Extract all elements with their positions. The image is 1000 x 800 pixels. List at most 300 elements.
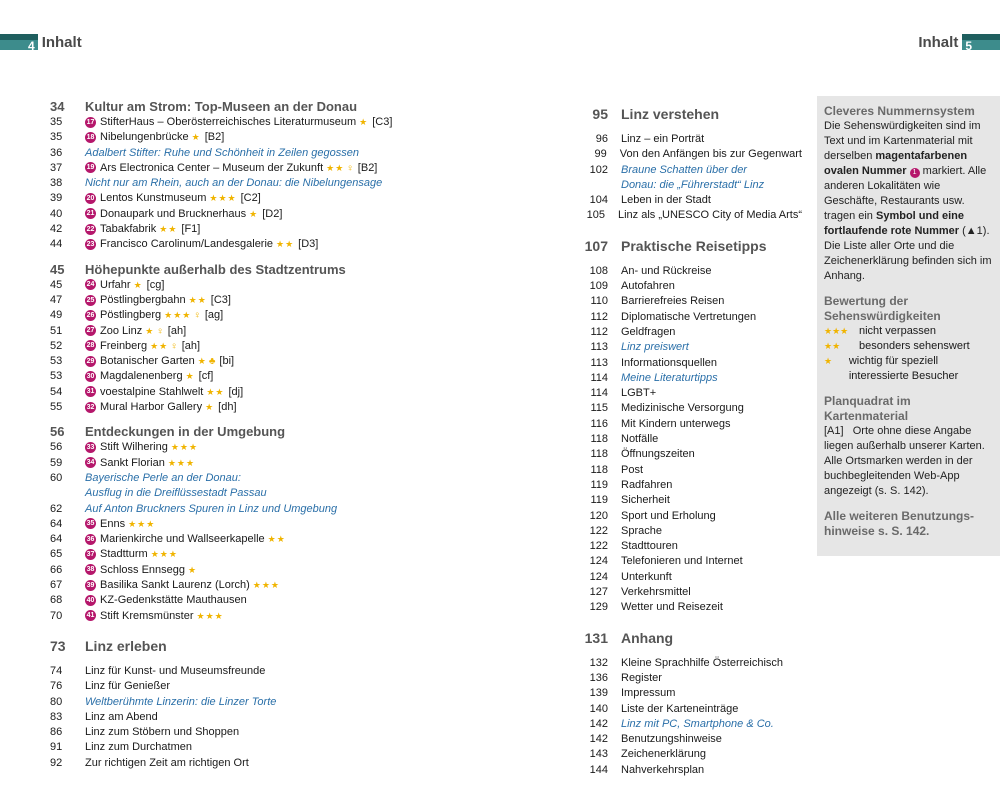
toc-entry-text: Linz – ein Porträt (621, 133, 705, 145)
toc-entry (562, 763, 802, 778)
star-rating-icon: ★★ (326, 162, 345, 173)
toc-page-number: 127 (589, 586, 608, 599)
toc-entry-title (621, 325, 675, 340)
sight-number-badge: 37 (86, 551, 95, 559)
star-rating-icon: ★ (185, 371, 195, 382)
toc-entry (562, 447, 802, 462)
sidebar-text-part: (▲1). Die Liste aller Orte und die Zeichenerklärung befinden sich im Anhang. (824, 225, 992, 282)
rating-label: besonders sehenswert (859, 340, 970, 352)
sight-number-badge: 26 (86, 311, 95, 319)
sight-number-badge: 41 (86, 612, 95, 620)
sight-number-badge: 36 (86, 535, 95, 543)
toc-entry-text: Wetter und Reisezeit (621, 601, 723, 614)
star-rating-icon: ★★ (159, 224, 178, 235)
toc-entry-title (85, 146, 359, 161)
toc-feature-entry (562, 371, 802, 386)
toc-entry-text: Radfahren (621, 478, 673, 491)
toc-page-number: 35 (50, 116, 63, 128)
toc-entry-text: Meine Literaturtipps (621, 371, 718, 384)
toc-page-number (50, 486, 85, 501)
section-heading (50, 424, 450, 440)
toc-entry (50, 130, 450, 145)
toc-entry (562, 432, 802, 447)
toc-entry (562, 686, 802, 701)
toc-entry-title (621, 478, 672, 493)
star-rating-icon: ★ (249, 208, 259, 219)
toc-entry-text: Bayerische Perle an der Donau: (85, 471, 241, 484)
toc-entry-text: Linz zum Stöbern und Shoppen (85, 726, 240, 739)
star-rating-icon: ★★ (150, 340, 169, 351)
sidebar-text-part: markiert. Alle anderen Lokalitäten wie Geschäfte, Restaurants usw. tragen ein (824, 165, 987, 222)
toc-entry (562, 132, 802, 147)
toc-entry-text: Nahverkehrsplan (621, 763, 705, 776)
toc-entry (562, 208, 802, 223)
star-rating-icon: ★★★ (209, 193, 237, 204)
toc-entry (562, 193, 802, 208)
toc-page-number: 107 (584, 237, 608, 254)
toc-page-number: 104 (589, 194, 608, 207)
toc-entry-title (621, 193, 711, 208)
toc-entry-text: Sport und Erholung (621, 509, 716, 522)
toc-entry-text: Impressum (621, 687, 676, 700)
toc-entry-text: Weltberühmte Linzerin: die Linzer Torte (85, 695, 277, 708)
toc-entry (50, 369, 450, 384)
toc-entry (562, 294, 802, 309)
toc-entry-title (621, 702, 738, 717)
toc-entry-text: Freinberg (100, 339, 148, 352)
page-number-left: 4 (0, 34, 38, 50)
toc-entry (562, 570, 802, 585)
map-grid-reference: [ah] (181, 339, 201, 352)
toc-entry (562, 386, 802, 401)
toc-entry (50, 578, 450, 593)
toc-page-number: 131 (584, 629, 608, 646)
toc-entry-text: Leben in der Stadt (621, 194, 711, 207)
star-rating-icon: ★ (824, 356, 833, 366)
toc-entry (562, 509, 802, 524)
toc-page-number: 142 (589, 733, 608, 746)
toc-entry-text: Linz als „UNESCO City of Media Arts“ (618, 209, 802, 222)
toc-entry (50, 593, 450, 608)
toc-feature-entry (50, 486, 450, 501)
sidebar-text-part: Die Sehenswürdigkeiten sind im Text und im Kartenmaterial mit derselben (824, 120, 981, 162)
toc-page-number: 47 (50, 293, 63, 306)
toc-page-number: 99 (594, 148, 607, 161)
toc-entry-text: Zur richtigen Zeit am richtigen Ort (85, 756, 249, 769)
header-title-right: Inhalt (918, 33, 959, 51)
toc-entry-title (85, 222, 200, 237)
toc-entry-text: Auf Anton Bruckners Spuren in Linz und Umgebung (85, 502, 338, 515)
toc-entry-text: Zoo Linz (100, 324, 143, 337)
toc-entry-title (85, 176, 382, 191)
toc-entry-text: Kleine Sprachhilfe Österreichisch (621, 656, 784, 669)
toc-page-number: 66 (50, 563, 63, 576)
toc-entry-text: Medizinische Versorgung (621, 402, 744, 415)
toc-entry-title (85, 99, 357, 115)
star-rating-icon: ★★★ (167, 457, 196, 468)
toc-entry (50, 237, 450, 252)
toc-entry-text: Enns (100, 517, 126, 530)
toc-entry-text: Linz preiswert (621, 341, 689, 354)
sight-number-badge: 29 (86, 357, 95, 365)
map-grid-reference: [cf] (198, 370, 214, 383)
toc-page-number: 59 (50, 456, 63, 469)
star-rating-icon: ★★ (824, 341, 841, 351)
toc-page-number: 96 (595, 133, 608, 145)
toc-page-number: 95 (592, 106, 608, 122)
toc-entry-title (621, 671, 662, 686)
rating-label: wichtig für speziell interessierte Besucher (848, 355, 959, 382)
toc-entry-title (85, 324, 186, 339)
toc-entry-title (85, 161, 377, 176)
sight-number-badge: 30 (86, 373, 95, 381)
toc-entry (50, 664, 450, 679)
toc-entry-title (85, 502, 337, 517)
toc-entry-text: Post (621, 463, 644, 476)
header-right (914, 33, 1000, 54)
toc-entry-title (621, 717, 774, 732)
toc-entry-title (621, 178, 764, 193)
toc-page-number: 119 (590, 478, 608, 491)
map-grid-reference: [F1] (181, 223, 201, 236)
toc-entry-text: Pöstlingberg (100, 309, 162, 322)
toc-entry (50, 609, 450, 624)
toc-entry (562, 279, 802, 294)
toc-page-number: 142 (589, 717, 608, 730)
toc-entry-title (621, 236, 767, 256)
toc-entry-title (621, 656, 783, 671)
sidebar-grid-text (824, 424, 992, 499)
sight-number-badge: 31 (86, 388, 95, 396)
toc-entry (562, 264, 802, 279)
toc-entry (50, 161, 450, 176)
toc-entry-title (621, 279, 675, 294)
toc-page-number: 105 (586, 209, 605, 222)
toc-entry (562, 671, 802, 686)
toc-entry-text: Diplomatische Vertretungen (621, 310, 757, 323)
toc-entry (50, 115, 450, 130)
toc-entry (50, 710, 450, 725)
toc-entry-text: An- und Rückreise (621, 264, 712, 277)
toc-entry-title (85, 593, 247, 608)
star-rating-icon: ★★★ (150, 549, 178, 560)
toc-page-number: 122 (589, 540, 608, 553)
magenta-badge-icon: 1 (910, 168, 920, 178)
toc-entry-title (621, 356, 717, 371)
star-rating-icon: ★ (188, 564, 198, 575)
toc-page-number: 56 (50, 424, 65, 440)
toc-page-number: 40 (50, 207, 63, 220)
toc-entry-title (621, 763, 704, 778)
info-sidebar (817, 96, 1000, 556)
toc-entry (50, 400, 450, 415)
toc-entry-title (85, 609, 224, 624)
toc-left-column (50, 90, 450, 771)
toc-entry (562, 463, 802, 478)
toc-entry-title (85, 385, 243, 400)
toc-entry-text: Braune Schatten über der (621, 163, 747, 176)
toc-entry-title (85, 695, 276, 710)
rating-row (824, 339, 992, 354)
toc-entry-text: Barrierefreies Reisen (621, 295, 725, 308)
sight-number-badge: 35 (86, 520, 95, 528)
toc-entry-title (621, 163, 747, 178)
toc-entry (562, 325, 802, 340)
toc-entry-text: Linz am Abend (85, 710, 158, 723)
toc-page-number: 80 (50, 695, 63, 708)
toc-page-number: 83 (50, 710, 63, 723)
toc-page-number: 114 (590, 371, 608, 384)
toc-entry-title (621, 463, 643, 478)
toc-entry-text: Schloss Ennsegg (100, 563, 185, 576)
toc-entry-title (621, 628, 673, 648)
map-grid-reference: [B2] (357, 161, 378, 174)
toc-page-number: 53 (50, 355, 63, 368)
toc-entry (562, 554, 802, 569)
highlight-icon: ♀ (193, 310, 201, 322)
toc-entry-title (85, 471, 241, 486)
toc-page-number: 45 (50, 278, 63, 291)
toc-entry-text: Sicherheit (621, 494, 670, 507)
toc-entry-text: Telefonieren und Internet (621, 555, 743, 568)
toc-page-number: 120 (589, 509, 608, 522)
page-number-right: 5 (962, 34, 1000, 50)
section-heading (50, 99, 450, 115)
sight-number-badge: 34 (86, 459, 95, 467)
toc-entry-title (85, 308, 223, 323)
toc-page-number: 44 (50, 238, 63, 251)
toc-page-number: 64 (50, 533, 63, 546)
toc-entry-text: Stift Kremsmünster (100, 609, 194, 622)
toc-page-number: 42 (50, 223, 63, 236)
toc-entry (50, 308, 450, 323)
sidebar-heading-grid: Planquadrat im Kartenmaterial (824, 394, 911, 423)
toc-entry-text: Öffnungszeiten (621, 448, 695, 461)
toc-page-number: 114 (590, 387, 608, 400)
toc-entry-title (85, 547, 178, 562)
toc-entry-text: Unterkunft (621, 570, 672, 583)
toc-feature-entry (562, 717, 802, 732)
toc-page-number: 140 (589, 702, 608, 715)
toc-page-number: 91 (50, 741, 63, 754)
highlight-icon: ♀ (346, 162, 354, 174)
toc-entry (50, 725, 450, 740)
toc-entry-text: Informationsquellen (621, 356, 718, 369)
toc-entry (562, 585, 802, 600)
sight-number-badge: 23 (86, 240, 95, 248)
toc-page-number: 113 (590, 356, 608, 369)
toc-entry-title (621, 570, 672, 585)
toc-entry (50, 456, 450, 471)
header-left (0, 33, 86, 54)
toc-entry-title (621, 585, 691, 600)
toc-entry-title (621, 371, 718, 386)
toc-entry-text: Marienkirche und Wallseerkapelle (100, 533, 265, 546)
toc-entry-title (85, 517, 155, 532)
toc-entry-text: Tabakfabrik (100, 223, 157, 236)
toc-entry (50, 532, 450, 547)
toc-page-number: 56 (50, 441, 63, 454)
sidebar-text-part: Orte ohne diese Angabe liegen außerhalb unserer Karten. Alle Ortsmarken werden in der buchbegleitenden Web-App angezeigt (s. S. 142). (824, 425, 985, 497)
rating-legend (824, 324, 992, 384)
toc-feature-entry (50, 695, 450, 710)
toc-entry-text: Francisco Carolinum/Landesgalerie (100, 238, 274, 251)
map-grid-reference: [bi] (219, 355, 235, 368)
toc-entry-text: Linz für Kunst- und Museumsfreunde (85, 664, 266, 677)
toc-entry-text: Entdeckungen in der Umgebung (85, 424, 286, 440)
star-rating-icon: ★★ (276, 239, 295, 250)
toc-page-number: 86 (50, 726, 63, 739)
toc-page-number: 70 (50, 609, 63, 622)
toc-page-number: 65 (50, 548, 63, 561)
toc-entry-title (621, 401, 744, 416)
toc-entry-title (621, 732, 722, 747)
toc-entry (50, 324, 450, 339)
toc-page-number: 39 (50, 192, 63, 205)
star-rating-icon: ★★★ (196, 610, 224, 621)
sight-number-badge: 24 (86, 281, 95, 289)
toc-feature-entry (50, 146, 450, 161)
toc-entry-text: Donaupark und Brucknerhaus (100, 207, 247, 220)
toc-page-number: 67 (50, 579, 63, 592)
toc-entry-text: Notfälle (621, 433, 659, 446)
toc-entry (50, 563, 450, 578)
toc-entry-title (621, 447, 695, 462)
toc-page-number: 118 (590, 448, 608, 461)
toc-entry-text: Benutzungshinweise (621, 733, 722, 746)
toc-entry-title (85, 486, 267, 501)
toc-entry-title (621, 417, 730, 432)
toc-page-number: 73 (50, 637, 66, 654)
toc-entry-text: Pöstlingbergbahn (100, 293, 186, 306)
toc-entry (50, 547, 450, 562)
toc-page-number: 35 (50, 131, 63, 144)
toc-entry-text: Höhepunkte außerhalb des Stadtzentrums (85, 261, 346, 277)
sight-number-badge: 39 (86, 581, 95, 589)
toc-entry-title (621, 386, 656, 401)
toc-entry-title (85, 710, 158, 725)
toc-feature-entry (562, 340, 802, 355)
toc-page-number: 110 (590, 295, 608, 308)
toc-entry-text: Register (621, 671, 662, 684)
toc-entry-text: Geldfragen (621, 325, 676, 338)
toc-entry-text: Basilika Sankt Laurenz (Lorch) (100, 579, 250, 592)
toc-page-number: 64 (50, 517, 63, 530)
toc-entry (562, 747, 802, 762)
map-grid-reference: [ag] (204, 309, 224, 322)
toc-entry-text: Stadtturm (100, 548, 148, 561)
toc-entry (50, 339, 450, 354)
star-rating-icon: ★ (197, 356, 207, 367)
toc-page-number: 124 (589, 555, 608, 568)
toc-entry (562, 600, 802, 615)
rating-label: nicht verpassen (859, 325, 937, 337)
toc-page-number: 34 (50, 99, 65, 114)
toc-entry-text: Mit Kindern unterwegs (621, 417, 731, 430)
toc-entry (50, 191, 450, 206)
toc-entry (50, 756, 450, 771)
toc-entry (562, 478, 802, 493)
toc-entry-title (621, 539, 678, 554)
toc-entry-title (85, 400, 237, 415)
section-heading (562, 628, 802, 648)
toc-entry-text: voestalpine Stahlwelt (100, 385, 204, 398)
toc-entry-title (85, 207, 282, 222)
toc-entry-title (618, 208, 802, 223)
toc-entry-text: Liste der Karteneinträge (621, 702, 739, 715)
toc-entry-title (85, 354, 234, 369)
rating-row (824, 324, 992, 339)
toc-entry (50, 679, 450, 694)
toc-entry-title (620, 147, 802, 162)
toc-page-number: 116 (590, 417, 608, 430)
sight-number-badge: 28 (86, 342, 95, 350)
toc-page-number: 62 (50, 502, 63, 515)
star-rating-icon: ★ (205, 402, 215, 413)
toc-entry (562, 417, 802, 432)
toc-entry-title (621, 264, 712, 279)
star-rating-icon: ★ (145, 325, 155, 336)
map-grid-reference: [dh] (218, 401, 237, 414)
section-heading (50, 636, 450, 656)
toc-entry-title (621, 554, 743, 569)
star-rating-icon: ★★★ (252, 580, 281, 591)
toc-page-number: 112 (590, 310, 608, 323)
header-title-left: Inhalt (41, 33, 82, 51)
star-rating-icon: ★ (359, 117, 369, 127)
toc-page-number: 109 (589, 280, 608, 293)
rating-row (824, 354, 992, 384)
toc-entry (50, 740, 450, 755)
sight-number-badge: 27 (86, 327, 95, 335)
toc-entry-title (621, 104, 719, 124)
toc-entry-title (621, 493, 670, 508)
star-rating-icon: ★ (133, 279, 143, 290)
toc-feature-entry (50, 471, 450, 486)
map-grid-reference: [ah] (167, 324, 187, 337)
toc-entry (562, 656, 802, 671)
toc-page-number: 115 (590, 402, 608, 415)
toc-page-number: 132 (589, 656, 608, 669)
toc-entry-title (85, 636, 167, 656)
highlight-icon: ♀ (156, 325, 164, 337)
toc-entry-text: Kultur am Strom: Top-Museen an der Donau (85, 99, 358, 114)
sidebar-more-hint: Alle weiteren Benutzungshinweise s. S. 142. (824, 509, 975, 538)
toc-entry-title (85, 115, 392, 130)
toc-page-number: 53 (50, 370, 63, 383)
toc-entry-title (621, 524, 662, 539)
toc-entry (562, 401, 802, 416)
toc-entry-text: Sankt Florian (100, 456, 165, 469)
toc-middle-column (562, 92, 802, 778)
toc-page-number: 122 (589, 524, 608, 537)
sight-number-badge: 17 (86, 118, 95, 126)
sight-number-badge: 18 (86, 133, 95, 141)
sight-number-badge: 19 (86, 164, 95, 172)
toc-entry-title (85, 664, 265, 679)
toc-entry (50, 278, 450, 293)
sidebar-text-bold: magentafarbenen ovalen Nummer (824, 150, 968, 177)
star-rating-icon: ★ (191, 132, 201, 143)
toc-entry (50, 440, 450, 455)
map-grid-reference: [C2] (240, 192, 261, 205)
toc-entry (50, 354, 450, 369)
toc-entry-text: Praktische Reisetipps (621, 237, 767, 254)
sight-number-badge: 21 (86, 210, 95, 218)
toc-page-number: 92 (50, 756, 63, 769)
map-grid-reference: [D2] (262, 207, 283, 220)
toc-page-number: 118 (590, 433, 608, 446)
